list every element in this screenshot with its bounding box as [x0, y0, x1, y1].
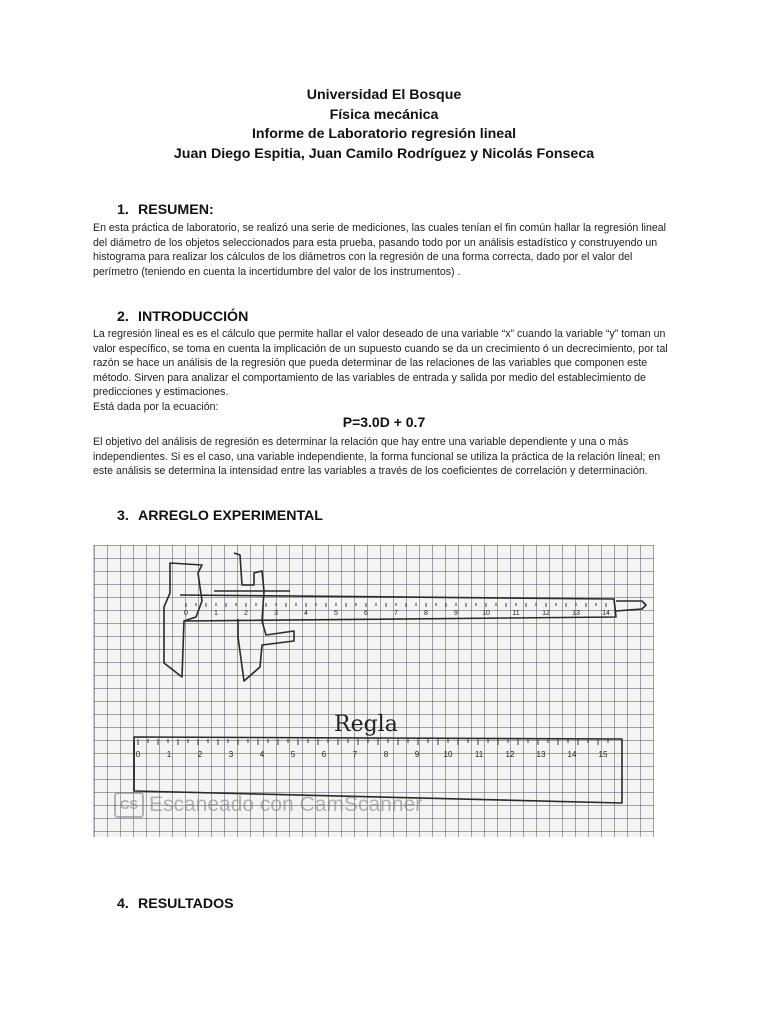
section-heading-introduccion: [117, 309, 248, 325]
scale-number: 2: [244, 610, 248, 617]
scale-number: 10: [482, 610, 490, 617]
scale-number: 3: [274, 610, 278, 617]
scale-number: 12: [505, 750, 515, 759]
scale-number: 0: [184, 610, 188, 617]
ruler-ticks: [138, 739, 608, 745]
scale-number: 6: [364, 610, 368, 617]
caliper-depth-rod: [616, 601, 646, 611]
scale-number: 15: [598, 750, 608, 759]
scale-number: 1: [166, 750, 172, 759]
scale-number: 5: [334, 610, 338, 617]
camscanner-logo: CS: [114, 792, 144, 818]
scale-number: 0: [135, 750, 141, 759]
resumen-paragraph: En esta práctica de laboratorio, se realizó una serie de mediciones, las cuales tenían el fin común hallar la regresión lineal del diámetro de los objetos seleccionados para esta prueba, pasando todo por un análisis estadístico y construyendo un histograma para realizar los cálculos de los diámetros con la regresión de una forma correcta, dado por el valor del perímetro (teniendo en cuenta la incertidumbre del valor de los instrumentos) .: [93, 222, 666, 278]
scale-number: 11: [512, 610, 520, 617]
scale-number: 8: [424, 610, 428, 617]
scale-number: 14: [602, 610, 610, 617]
caliper-fixed-jaw: [164, 563, 202, 677]
section-heading-arreglo: [117, 508, 323, 524]
section-title: RESUMEN:: [138, 202, 214, 218]
caliper-ticks: [186, 603, 606, 607]
caliper-scale-labels: [184, 610, 610, 617]
introduccion-paragraph: La regresión lineal es es el cálculo que permite hallar el valor deseado de una variable “x” cuando la variable “y” toman un valor específico, se toma en cuenta la implicación de un supuesto cuando se da un crecimiento ó un decrecimiento, por tal razón se hace un análisis de la regresión que pueda determinar de las relaciones de las variables que componen este método. Sirven para analizar el comportamiento de las variables de entrada y salida por medio del establecimiento de predicciones y estimaciones.: [93, 328, 668, 399]
ruler-label: Regla: [334, 712, 398, 737]
university-name: Universidad El Bosque: [306, 87, 462, 103]
scale-number: 8: [383, 750, 389, 759]
scale-number: 7: [394, 610, 398, 617]
section-title: INTRODUCCIÓN: [138, 309, 249, 325]
section-number: 3.: [117, 508, 129, 524]
scanner-watermark: [114, 792, 422, 818]
scale-number: 11: [474, 750, 484, 759]
scale-number: 4: [304, 610, 308, 617]
authors-line: Juan Diego Espitia, Juan Camilo Rodríguez y Nicolás Fonseca: [173, 145, 595, 162]
caliper-sliding-jaw: [234, 553, 294, 681]
scale-number: 4: [259, 750, 265, 759]
scale-number: 5: [290, 750, 296, 759]
scale-number: 1: [214, 610, 218, 617]
section-heading-resumen: [117, 202, 214, 218]
subject-name: Física mecánica: [329, 106, 439, 123]
caliper-main-bar: [180, 595, 616, 621]
scale-number: 9: [414, 750, 420, 759]
scale-number: 12: [542, 610, 550, 617]
ruler-scale-labels: [136, 750, 608, 759]
document-header: [0, 86, 768, 164]
section-number: 2.: [117, 309, 129, 325]
scale-number: 10: [443, 750, 453, 759]
scale-number: 14: [567, 750, 577, 759]
section-title: ARREGLO EXPERIMENTAL: [138, 508, 323, 524]
scale-number: 13: [572, 610, 580, 617]
scale-number: 6: [321, 750, 327, 759]
scale-number: 13: [536, 750, 546, 759]
experimental-setup-figure: [93, 545, 654, 837]
introduccion-paragraph-2: El objetivo del análisis de regresión es determinar la relación que hay entre una variable dependiente y una o más independientes. Si es el caso, una variable independiente, la forma funcional se utiliza la práctica de la relación lineal; en este análisis se determina la intensidad entre las variables a través de los coeficientes de correlación y determinación.: [93, 436, 661, 478]
report-title: Informe de Laboratorio regresión lineal: [251, 126, 517, 142]
scale-number: 2: [197, 750, 203, 759]
scale-number: 3: [228, 750, 234, 759]
section-heading-resultados: [117, 896, 234, 912]
equation-intro: Está dada por la ecuación:: [93, 401, 219, 413]
section-title: RESULTADOS: [138, 896, 234, 912]
watermark-text: Escaneado con CamScanner: [149, 793, 423, 816]
scale-number: 9: [454, 610, 458, 617]
section-number: 4.: [117, 896, 129, 912]
section-number: 1.: [117, 202, 129, 218]
scale-number: 7: [352, 750, 358, 759]
regression-equation: P=3.0D + 0.7: [342, 414, 426, 430]
